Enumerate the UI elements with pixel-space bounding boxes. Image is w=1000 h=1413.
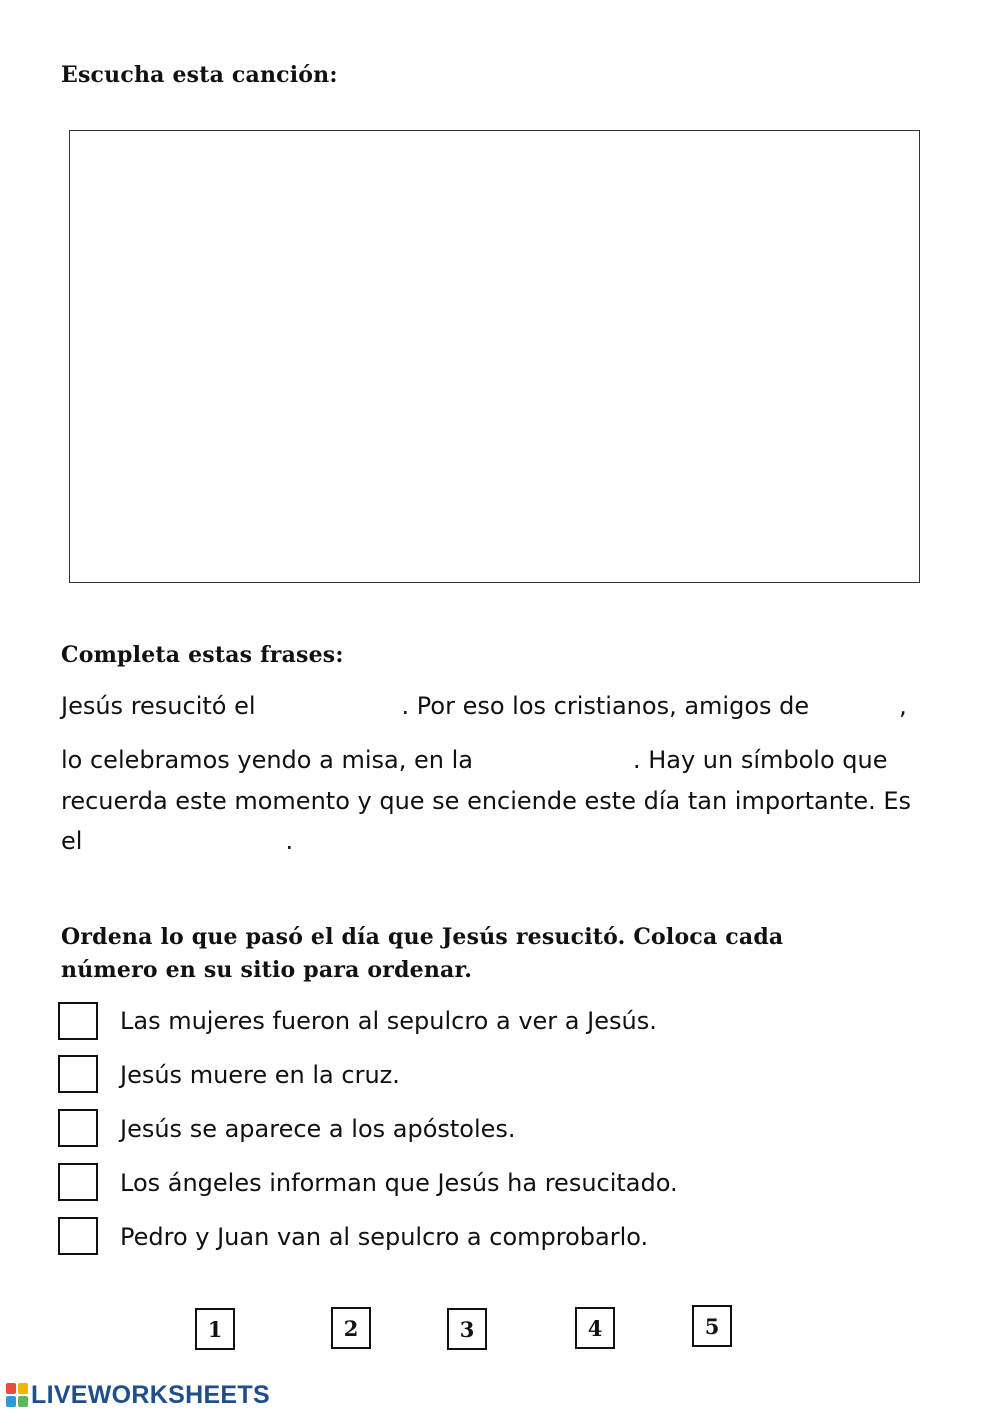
- fill-text-1c: ,: [899, 692, 907, 720]
- order-item-1: Las mujeres fueron al sepulcro a ver a Jesús.: [120, 1007, 657, 1035]
- order-slot-3[interactable]: [58, 1109, 98, 1147]
- fill-line-2: [61, 745, 888, 775]
- liveworksheets-logo: [6, 1380, 270, 1410]
- order-heading-line2: número en su sitio para ordenar.: [61, 957, 473, 983]
- fill-text-2a: lo celebramos yendo a misa, en la: [61, 746, 473, 774]
- fill-line-3: recuerda este momento y que se enciende este día tan importante. Es: [61, 787, 912, 815]
- listen-heading: Escucha esta canción:: [61, 62, 338, 88]
- order-slot-4[interactable]: [58, 1163, 98, 1201]
- blank-celebration[interactable]: [473, 747, 633, 775]
- order-slot-5[interactable]: [58, 1217, 98, 1255]
- complete-heading: Completa estas frases:: [61, 642, 344, 668]
- order-item-2: Jesús muere en la cruz.: [120, 1061, 400, 1089]
- number-tile-5[interactable]: 5: [692, 1305, 732, 1347]
- logo-blocks-icon: [6, 1383, 28, 1407]
- order-item-5: Pedro y Juan van al sepulcro a comprobarlo.: [120, 1223, 649, 1251]
- logo-text: LIVEWORKSHEETS: [31, 1380, 270, 1409]
- fill-text-4a: el: [61, 827, 83, 855]
- number-tile-1[interactable]: 1: [195, 1308, 235, 1350]
- number-tile-4[interactable]: 4: [575, 1307, 615, 1349]
- fill-text-2b: . Hay un símbolo que: [632, 746, 888, 774]
- fill-text-1b: . Por eso los cristianos, amigos de: [401, 692, 810, 720]
- fill-line-1: [61, 691, 907, 721]
- fill-text-4b: .: [285, 827, 294, 855]
- order-slot-1[interactable]: [58, 1002, 98, 1040]
- number-tile-3[interactable]: 3: [447, 1308, 487, 1350]
- blank-day[interactable]: [256, 693, 402, 721]
- order-item-3: Jesús se aparece a los apóstoles.: [120, 1115, 516, 1143]
- blank-symbol[interactable]: [82, 828, 285, 856]
- fill-text-1a: Jesús resucitó el: [61, 692, 256, 720]
- order-item-4: Los ángeles informan que Jesús ha resucitado.: [120, 1169, 678, 1197]
- order-slot-2[interactable]: [58, 1055, 98, 1093]
- song-video-box[interactable]: [69, 130, 920, 583]
- number-tile-2[interactable]: 2: [331, 1307, 371, 1349]
- fill-line-4: [61, 826, 293, 856]
- blank-friends-of[interactable]: [809, 693, 899, 721]
- order-heading-line1: Ordena lo que pasó el día que Jesús resucitó. Coloca cada: [61, 924, 784, 950]
